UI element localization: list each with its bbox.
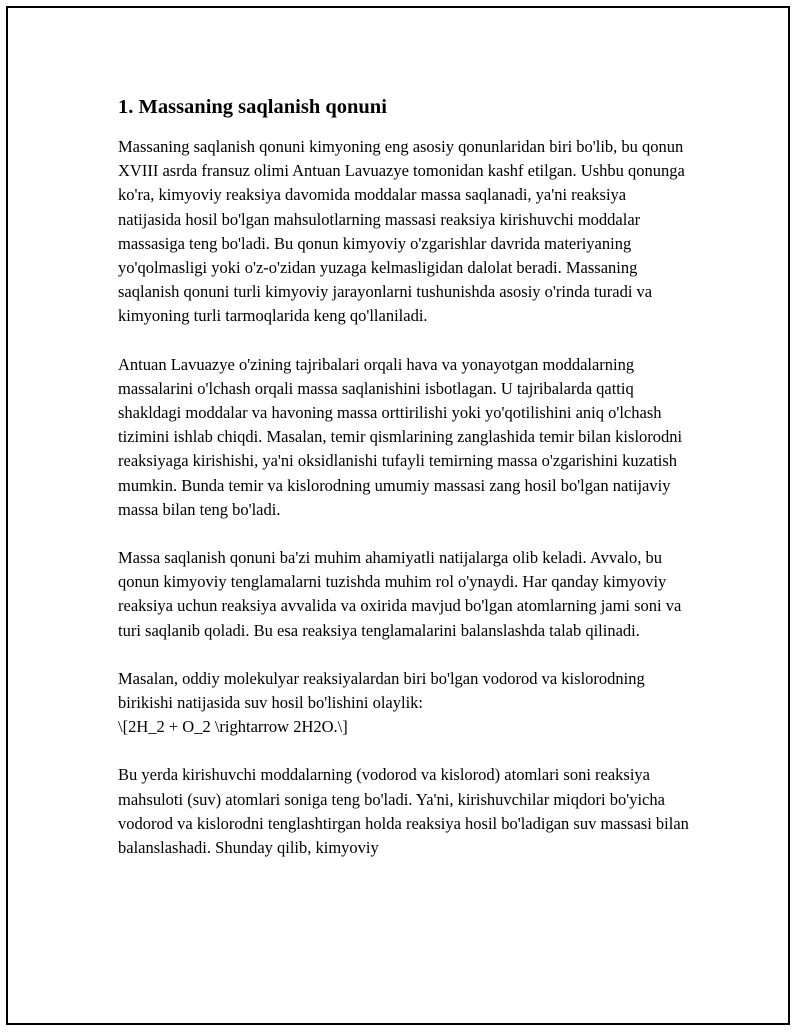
paragraph-3: Massa saqlanish qonuni ba'zi muhim ahamiyatli natijalarga olib keladi. Avvalo, bu qonun kimyoviy tenglamalarni tuzishda muhim rol o'ynaydi. Har qanday kimyoviy reaksiya uchun reaksiya avvalida va oxirida mavjud bo'lgan atomlarning jami soni va turi saqlanib qoladi. Bu esa reaksiya tenglamalarini balanslashda talab qilinadi.	[118, 548, 682, 640]
section-title: 1. Massaning saqlanish qonuni	[118, 96, 387, 118]
document-body	[118, 93, 690, 884]
paragraph-2: Antuan Lavuazye o'zining tajribalari orqali hava va yonayotgan moddalarning massalarini o'lchash orqali massa saqlanishini isbotlagan. U tajribalarda qattiq shakldagi moddalar va havoning massa orttirilishi yoki yo'qotilishini aniq o'lchash tizimini ishlab chiqdi. Masalan, temir qismlarining zanglashida temir bilan kislorodni reaksiyaga kirishishi, ya'ni oksidlanishi tufayli temirning massa o'zgarishini kuzatish mumkin. Bunda temir va kislorodning umumiy massasi zang hosil bo'lgan natijaviy massa bilan teng bo'ladi.	[118, 354, 683, 519]
paragraph-5: Bu yerda kirishuvchi moddalarning (vodorod va kislorod) atomlari soni reaksiya mahsuloti (suv) atomlari soniga teng bo'ladi. Ya'ni, kirishuvchilar miqdori bo'yicha vodorod va kislorodni tenglashtirgan holda reaksiya hosil bo'ladigan suv massasi bilan balanslashadi. Shunday qilib, kimyoviy	[118, 765, 689, 858]
paragraph-4: Masalan, oddiy molekulyar reaksiyalardan biri bo'lgan vodorod va kislorodning birikishi natijasida suv hosil bo'lishini olaylik:	[118, 668, 645, 713]
reaction-formula: \[2H_2 + O_2 \rightarrow 2H2O.\]	[118, 717, 348, 737]
paragraph-1: Massaning saqlanish qonuni kimyoning eng asosiy qonunlaridan biri bo'lib, bu qonun XVIII asrda fransuz olimi Antuan Lavuazye tomonidan kashf etilgan. Ushbu qonunga ko'ra, kimyoviy reaksiya davomida moddalar massa saqlanadi, ya'ni reaksiya natijasida hosil bo'lgan mahsulotlarning massasi reaksiya kirishuvchi moddalar massasiga teng bo'ladi. Bu qonun kimyoviy o'zgarishlar davrida materiyaning yo'qolmasligi yoki o'z-o'zidan yuzaga kelmasligidan dalolat beradi. Massaning saqlanish qonuni turli kimyoviy jarayonlarni tushunishda asosiy o'rinda turadi va kimyoning turli tarmoqlarida keng qo'llaniladi.	[118, 137, 685, 326]
